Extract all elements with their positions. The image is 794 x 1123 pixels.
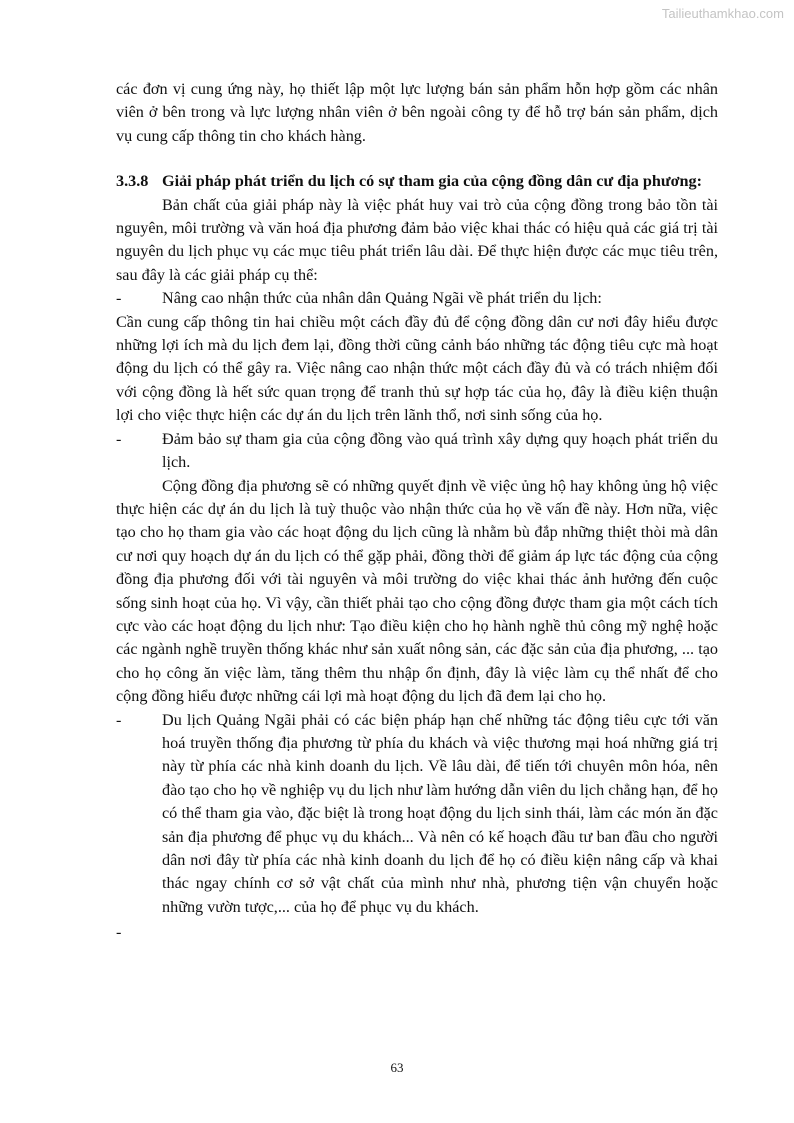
- intro-paragraph: các đơn vị cung ứng này, họ thiết lập một lực lượng bán sản phẩm hỗn hợp gồm các nhân viên ở bên trong và lực lượng nhân viên ở bên ngoài công ty để hỗ trợ bán sản phẩm, dịch vụ cung cấp thông tin cho khách hàng.: [116, 80, 718, 145]
- bullet-1: [116, 287, 718, 310]
- section-title: Giải pháp phát triển du lịch có sự tham gia của cộng đồng dân cư địa phương:: [162, 172, 703, 191]
- bullet-2-text: Đảm bảo sự tham gia của cộng đồng vào quá trình xây dựng quy hoạch phát triển du lịch.: [162, 429, 718, 472]
- paragraph-1: Bản chất của giải pháp này là việc phát huy vai trò của cộng đồng trong bảo tồn tài nguyên, môi trường và văn hoá địa phương đảm bảo việc khai thác có hiệu quả các giá trị tài nguyên du lịch phục vụ các mục tiêu phát triển lâu dài. Để thực hiện được các mục tiêu trên, sau đây là các giải pháp cụ thể:: [116, 195, 718, 284]
- page-number: 63: [390, 1060, 404, 1075]
- trailing-dash: -: [116, 923, 122, 942]
- bullet-2: [116, 428, 718, 475]
- bullet-dash: -: [116, 289, 122, 308]
- paragraph-3: Cộng đồng địa phương sẽ có những quyết định về việc ủng hộ hay không ủng hộ việc thực hiện các dự án du lịch là tuỳ thuộc vào nhận thức của họ về vấn đề này. Hơn nữa, việc tạo cho họ tham gia vào các hoạt động du lịch cũng là nhằm bù đắp những thiệt thòi mà dân cư nơi quy hoạch dự án du lịch có thể gặp phải, đồng thời để giảm áp lực tác động của cộng đồng địa phương đối với tài nguyên và môi trường do việc khai thác ảnh hưởng đến cuộc sống sinh hoạt của họ. Vì vậy, cần thiết phải tạo cho cộng đồng được tham gia một cách tích cực vào các hoạt động du lịch như: Tạo điều kiện cho họ hành nghề thủ công mỹ nghệ hoặc các ngành nghề truyền thống khác như sản xuất nông sản, các đặc sản của địa phương, ... tạo cho họ công ăn việc làm, tăng thêm thu nhập ổn định, đây là việc làm cụ thể nhất để cho cộng đồng hiểu được những cái lợi mà hoạt động du lịch đã đem lại cho họ.: [116, 476, 718, 706]
- bullet-dash: -: [116, 710, 122, 729]
- bullet-dash: -: [116, 429, 122, 448]
- bullet-1-text: Nâng cao nhận thức của nhân dân Quảng Ngãi về phát triển du lịch:: [162, 289, 602, 308]
- paragraph-2: Cần cung cấp thông tin hai chiều một cách đầy đủ để cộng đồng dân cư nơi đây hiểu được những lợi ích mà du lịch đem lại, đồng thời cũng cảnh báo những tác động tiêu cực mà hoạt động du lịch có thể gây ra. Việc nâng cao nhận thức một cách đầy đủ và có trách nhiệm đối với cộng đồng là hết sức quan trọng để tranh thủ sự hợp tác của họ, đây là điều kiện thuận lợi cho việc thực hiện các dự án du lịch trên lãnh thổ, nơi sinh sống của họ.: [116, 312, 718, 425]
- section-heading: [116, 170, 718, 193]
- bullet-3: [116, 709, 718, 920]
- bullet-3-text: Du lịch Quảng Ngãi phải có các biện pháp hạn chế những tác động tiêu cực tới văn hoá truyền thống địa phương từ phía du khách và việc thương mại hoá những giá trị này từ phía các nhà kinh doanh du lịch. Về lâu dài, để tiến tới chuyên môn hóa, nên đào tạo cho họ về nghiệp vụ du lịch như làm hướng dẫn viên du lịch chẳng hạn, để họ có thể tham gia vào, đặc biệt là trong hoạt động du lịch sinh thái, làm các món ăn đặc sản địa phương để phục vụ du khách... Và nên có kế hoạch đầu tư ban đầu cho người dân nơi đây từ phía các nhà kinh doanh du lịch để họ có điều kiện nâng cấp và khai thác ngay chính cơ sở vật chất của mình như nhà, phương tiện vận chuyển hoặc những vườn tược,... của họ để phục vụ du khách.: [162, 710, 718, 916]
- section-number: 3.3.8: [116, 172, 149, 191]
- watermark: Tailieuthamkhao.com: [661, 6, 784, 21]
- page-body: [116, 78, 718, 945]
